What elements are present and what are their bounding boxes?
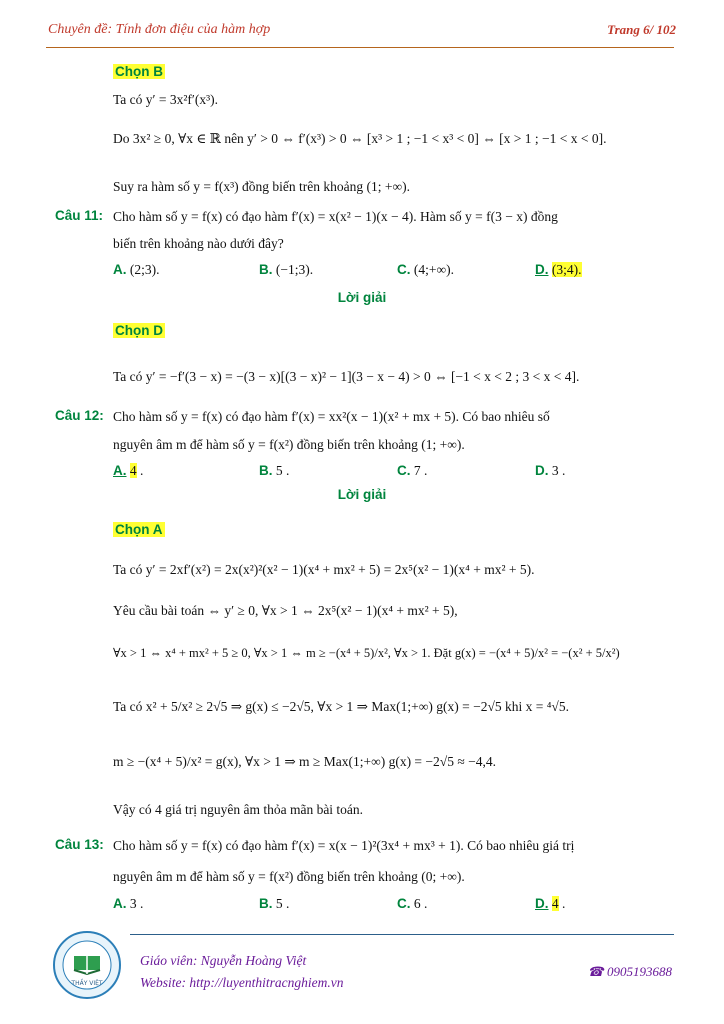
solution-line: Vậy có 4 giá trị nguyên âm thỏa mãn bài toán. bbox=[113, 802, 364, 817]
option-c: C. (4;+∞). bbox=[397, 262, 454, 277]
option-b: B. (−1;3). bbox=[259, 262, 314, 277]
option-d: D. 4 . bbox=[535, 896, 566, 911]
option-c: C. 7 . bbox=[397, 463, 428, 478]
logo-text: THẦY VIỆT bbox=[71, 980, 103, 987]
solution-line: Do 3x² ≥ 0, ∀x ∈ ℝ nên y′ > 0 ⇔ f′(x³) > 0 ⇔ [x³ > 1 ; −1 < x³ < 0] ⇔ [x > 1 ; −1 < x < 0]. bbox=[113, 131, 607, 146]
option-a: A. 3 . bbox=[113, 896, 144, 911]
teacher-name: Giáo viên: Nguyễn Hoàng Việt bbox=[140, 953, 307, 968]
solution-heading: Lời giải bbox=[337, 487, 387, 502]
header-rule bbox=[46, 47, 674, 48]
option-a: A. (2;3). bbox=[113, 262, 160, 277]
answer-choice-label: Chọn A bbox=[115, 522, 163, 537]
solution-heading: Lời giải bbox=[337, 290, 387, 305]
solution-line: Ta có y′ = 3x²f′(x³). bbox=[113, 92, 219, 107]
question-text: Cho hàm số y = f(x) có đạo hàm f′(x) = xx²(x − 1)(x² + mx + 5). Có bao nhiêu số bbox=[113, 409, 550, 424]
option-b: B. 5 . bbox=[259, 896, 290, 911]
solution-line: Ta có y′ = −f′(3 − x) = −(3 − x)[(3 − x)² − 1](3 − x − 4) > 0 ⇔ [−1 < x < 2 ; 3 < x < 4]. bbox=[113, 369, 580, 384]
answer-choice-label: Chọn B bbox=[115, 64, 163, 79]
question-text: nguyên âm m để hàm số y = f(x²) đồng biến trên khoảng (0; +∞). bbox=[113, 869, 465, 884]
solution-line: Ta có y′ = 2xf′(x²) = 2x(x²)²(x² − 1)(x⁴ + mx² + 5) = 2x⁵(x² − 1)(x⁴ + mx² + 5). bbox=[113, 562, 535, 577]
question-text: biến trên khoảng nào dưới đây? bbox=[113, 236, 284, 251]
footer-rule bbox=[130, 934, 674, 935]
teacher-logo bbox=[52, 930, 122, 1000]
page-number: Trang 6/ 102 bbox=[607, 22, 676, 37]
question-text: Cho hàm số y = f(x) có đạo hàm f′(x) = x(x² − 1)(x − 4). Hàm số y = f(3 − x) đồng bbox=[113, 209, 558, 224]
question-label: Câu 13: bbox=[55, 837, 104, 852]
solution-line: ∀x > 1 ⇔ x⁴ + mx² + 5 ≥ 0, ∀x > 1 ⇔ m ≥ −(x⁴ + 5)/x², ∀x > 1. Đặt g(x) = −(x⁴ + 5)/x² = −(x² + 5/x²) bbox=[113, 646, 620, 660]
question-label: Câu 11: bbox=[55, 208, 104, 223]
question-text: nguyên âm m để hàm số y = f(x²) đồng biến trên khoảng (1; +∞). bbox=[113, 437, 465, 452]
solution-line: Yêu cầu bài toán ⇔ y′ ≥ 0, ∀x > 1 ⇔ 2x⁵(x² − 1)(x⁴ + mx² + 5), bbox=[113, 603, 458, 618]
answer-choice-label: Chọn D bbox=[115, 323, 163, 338]
option-c: C. 6 . bbox=[397, 896, 428, 911]
question-text: Cho hàm số y = f(x) có đạo hàm f′(x) = x(x − 1)²(3x⁴ + mx³ + 1). Có bao nhiêu giá trị bbox=[113, 838, 575, 853]
header-title: Chuyên đề: Tính đơn điệu của hàm hợp bbox=[48, 22, 271, 37]
phone-number: ☎ 0905193688 bbox=[587, 964, 672, 979]
solution-line: Ta có x² + 5/x² ≥ 2√5 ⇒ g(x) ≤ −2√5, ∀x > 1 ⇒ Max(1;+∞) g(x) = −2√5 khi x = ⁴√5. bbox=[113, 699, 569, 714]
option-a: A. 4 . bbox=[113, 463, 144, 478]
website-link[interactable]: Website: http://luyenthitracnghiem.vn bbox=[140, 975, 344, 990]
option-d: D. 3 . bbox=[535, 463, 566, 478]
option-b: B. 5 . bbox=[259, 463, 290, 478]
option-d: D. (3;4). bbox=[535, 262, 582, 277]
question-label: Câu 12: bbox=[55, 408, 104, 423]
solution-line: m ≥ −(x⁴ + 5)/x² = g(x), ∀x > 1 ⇒ m ≥ Max(1;+∞) g(x) = −2√5 ≈ −4,4. bbox=[113, 754, 496, 769]
solution-line: Suy ra hàm số y = f(x³) đồng biến trên khoảng (1; +∞). bbox=[113, 179, 410, 194]
